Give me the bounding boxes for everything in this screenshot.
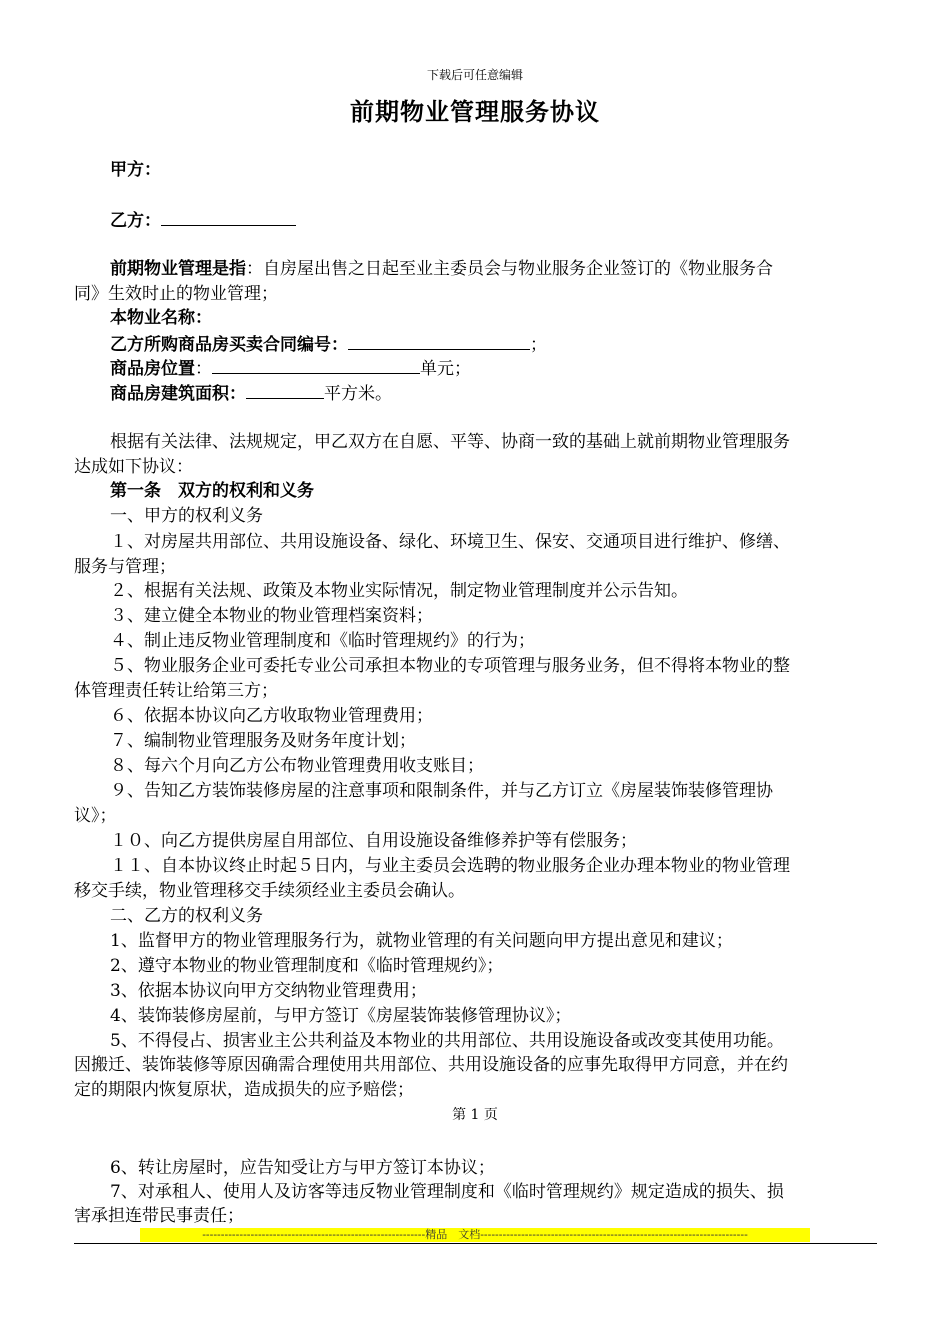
area-line [110, 380, 880, 406]
section-a-item: ８、每六个月向乙方公布物业管理费用收支账目； [110, 756, 484, 776]
party-b-line [110, 207, 880, 233]
location-suffix: 单元； [420, 359, 471, 379]
area-label: 商品房建筑面积： [110, 384, 246, 404]
section-b-item: 4、装饰装修房屋前，与甲方签订《房屋装饰装修管理协议》； [110, 1006, 572, 1026]
section-a-item: ２、根据有关法规、政策及本物业实际情况，制定物业管理制度并公示告知。 [110, 581, 688, 601]
contract-number-label: 乙方所购商品房买卖合同编号： [110, 335, 348, 355]
section-a-heading: 一、甲方的权利义务 [110, 506, 263, 526]
section-a-item: 移交手续，物业管理移交手续须经业主委员会确认。 [74, 881, 465, 901]
page-number: 第 1 页 [452, 1107, 498, 1123]
article-1-heading: 第一条 双方的权利和义务 [110, 481, 314, 501]
section-a-item: 议》； [74, 806, 117, 826]
definition-line-1 [110, 257, 880, 281]
party-a-label: 甲方： [110, 160, 161, 180]
section-a-item: ９、告知乙方装饰装修房屋的注意事项和限制条件，并与乙方订立《房屋装饰装修管理协 [110, 781, 773, 801]
definition-text-1: ：自房屋出售之日起至业主委员会与物业服务企业签订的《物业服务合 [246, 259, 773, 279]
area-blank [246, 380, 324, 399]
section-b-heading: 二、乙方的权利义务 [110, 906, 263, 926]
contract-number-blank [348, 331, 530, 350]
section-a-item: ５、物业服务企业可委托专业公司承担本物业的专项管理与服务业务，但不得将本物业的整 [110, 656, 790, 676]
document-title: 前期物业管理服务协议 [350, 97, 600, 126]
section-b-item: 2、遵守本物业的物业管理制度和《临时管理规约》； [110, 956, 504, 976]
preamble-line-1: 根据有关法律、法规规定，甲乙双方在自愿、平等、协商一致的基础上就前期物业管理服务 [110, 432, 790, 452]
location-line [110, 355, 880, 381]
next-page-item: 6、转让房屋时，应告知受让方与甲方签订本协议； [110, 1158, 495, 1178]
section-a-item: ３、建立健全本物业的物业管理档案资料； [110, 606, 433, 626]
section-a-item: １１、自本协议终止时起５日内，与业主委员会选聘的物业服务企业办理本物业的物业管理 [110, 856, 790, 876]
section-a-item: １、对房屋共用部位、共用设施设备、绿化、环境卫生、保安、交通项目进行维护、修缮、 [110, 532, 790, 552]
party-b-label: 乙方： [110, 211, 161, 231]
footer-rule [74, 1243, 877, 1244]
next-page-item: 7、对承租人、使用人及访客等违反物业管理制度和《临时管理规约》规定造成的损失、损 [110, 1182, 784, 1202]
definition-line-2: 同》生效时止的物业管理； [74, 284, 278, 304]
party-b-blank [161, 207, 296, 226]
section-a-item: 服务与管理； [74, 557, 176, 577]
location-label: 商品房位置 [110, 359, 195, 379]
section-a-item: ６、依据本协议向乙方收取物业管理费用； [110, 706, 433, 726]
location-colon: ： [195, 359, 212, 379]
footer-banner: ------------------------------------------------------------精品 文档------------------------------------------------------------------------ [140, 1228, 810, 1242]
preamble-line-2: 达成如下协议： [74, 457, 193, 477]
section-a-item: ７、编制物业管理服务及财务年度计划； [110, 731, 416, 751]
section-a-item: ４、制止违反物业管理制度和《临时管理规约》的行为； [110, 631, 535, 651]
header-note: 下载后可任意编辑 [426, 68, 523, 82]
contract-number-line [110, 331, 880, 357]
definition-term: 前期物业管理是指 [110, 259, 246, 279]
section-a-item: 体管理责任转让给第三方； [74, 681, 278, 701]
section-b-item: 定的期限内恢复原状，造成损失的应予赔偿； [74, 1080, 414, 1100]
section-b-item: 因搬迁、装饰装修等原因确需合理使用共用部位、共用设施设备的应事先取得甲方同意，并在约 [74, 1055, 788, 1075]
section-b-item: 3、依据本协议向甲方交纳物业管理费用； [110, 981, 427, 1001]
contract-number-suffix: ； [530, 335, 547, 355]
property-name-label: 本物业名称： [110, 308, 212, 328]
section-b-item: 5、不得侵占、损害业主公共利益及本物业的共用部位、共用设施设备或改变其使用功能。 [110, 1031, 784, 1051]
section-a-item: １０、向乙方提供房屋自用部位、自用设施设备维修养护等有偿服务； [110, 831, 637, 851]
next-page-item: 害承担连带民事责任； [74, 1206, 244, 1226]
section-b-item: 1、监督甲方的物业管理服务行为，就物业管理的有关问题向甲方提出意见和建议； [110, 931, 733, 951]
location-blank [212, 355, 420, 374]
area-suffix: 平方米。 [324, 384, 392, 404]
